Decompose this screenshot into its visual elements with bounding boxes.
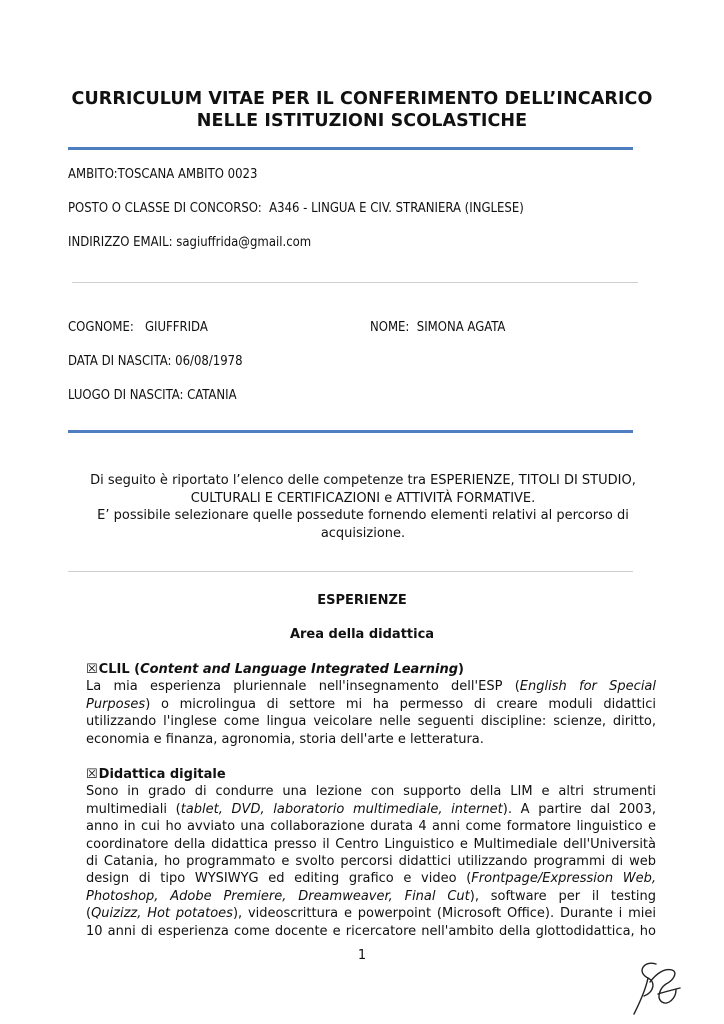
didattica-line-2	[86, 801, 656, 818]
didattica-title: Didattica digitale	[98, 767, 226, 782]
intro-line-2: CULTURALI E CERTIFICAZIONI e ATTIVITÀ FORMATIVE.	[190, 490, 536, 506]
didattica-line-7	[86, 888, 656, 905]
luogo-nascita-field: LUOGO DI NASCITA: CATANIA	[68, 388, 237, 403]
nome-field: NOME: SIMONA AGATA	[370, 320, 506, 335]
title-line-2: NELLE ISTITUZIONI SCOLASTICHE	[196, 111, 528, 131]
esperienze-heading: ESPERIENZE	[317, 593, 407, 608]
clil-l2b: ) o microlingua di settore mi ha permesso di creare moduli didattici	[145, 696, 656, 712]
clil-l1b: English for Special	[519, 679, 657, 695]
clil-heading	[86, 661, 656, 678]
didattica-line-4: coordinatore della didattica presso il Centro Linguistico e Multimediale dell'Università	[86, 836, 656, 852]
did-l6b: Frontpage/Expression Web,	[471, 871, 657, 887]
clil-checkbox[interactable]: ☒	[86, 662, 98, 677]
data-nascita-field: DATA DI NASCITA: 06/08/1978	[68, 354, 243, 369]
posto-line: POSTO O CLASSE DI CONCORSO: A346 - LINGUA E CIV. STRANIERA (INGLESE)	[68, 201, 524, 216]
clil-title-italic: Content and Language Integrated Learning	[140, 662, 459, 677]
document-title	[60, 88, 664, 132]
clil-line-2	[86, 696, 656, 713]
page-number: 1	[357, 948, 367, 963]
did-l2b: tablet, DVD, laboratorio multimediale, internet	[180, 801, 503, 817]
did-l8a: (	[86, 906, 92, 922]
area-didattica-heading: Area della didattica	[289, 627, 435, 642]
didattica-line-3: anno in cui ho avviato una collaborazione durata 4 anni come formatore linguistico e	[86, 819, 656, 835]
did-l2c: ). A partire dal 2003,	[502, 801, 656, 817]
did-l7b: ), software per il testing	[469, 888, 656, 904]
email-line: INDIRIZZO EMAIL: sagiuffrida@gmail.com	[68, 235, 312, 250]
title-line-1: CURRICULUM VITAE PER IL CONFERIMENTO DELL’INCARICO	[71, 89, 653, 109]
intro-paragraph	[80, 472, 646, 542]
did-l8c: ), videoscrittura e powerpoint (Microsoft Office). Durante i miei	[232, 906, 657, 922]
clil-l2a: Purposes	[86, 696, 146, 712]
blue-divider-bottom	[68, 430, 633, 433]
clil-section	[86, 661, 656, 748]
gray-divider-1	[72, 282, 638, 283]
intro-line-4: acquisizione.	[320, 525, 406, 541]
ambito-line: AMBITO:TOSCANA AMBITO 0023	[68, 167, 258, 182]
didattica-heading	[86, 766, 656, 783]
handwritten-signature	[626, 958, 682, 1018]
didattica-line-1: Sono in grado di condurre una lezione con supporto della LIM e altri strumenti	[86, 784, 656, 800]
did-l8b: Quizizz, Hot potatoes	[91, 906, 233, 922]
didattica-line-5: di Catania, ho programmato e svolto percorsi didattici utilizzando programmi di web	[86, 854, 656, 870]
clil-line-1	[86, 678, 656, 695]
didattica-line-9: 10 anni di esperienza come docente e ricercatore nell'ambito della glottodidattica, ho	[86, 923, 656, 939]
intro-line-3: E’ possibile selezionare quelle possedute fornendo elementi relativi al percorso di	[97, 508, 629, 523]
blue-divider-top	[68, 147, 633, 150]
didattica-checkbox[interactable]: ☒	[86, 767, 98, 782]
clil-l1a: La mia esperienza pluriennale nell'insegnamento dell'ESP (	[86, 679, 520, 695]
clil-line-3: utilizzando l'inglese come lingua veicolare nelle seguenti discipline: scienze, diritto,	[86, 714, 656, 730]
did-l7a: Photoshop, Adobe Premiere, Dreamweaver, Final Cut	[86, 888, 470, 904]
cognome-field: COGNOME: GIUFFRIDA	[68, 320, 208, 335]
clil-title-suffix: )	[458, 662, 464, 677]
didattica-line-6	[86, 870, 656, 887]
did-l2a: multimediali (	[86, 801, 181, 817]
did-l6a: design di tipo WYSIWYG ed editing grafico e video (	[86, 871, 472, 887]
didattica-line-8	[86, 905, 656, 922]
clil-title-prefix: CLIL (	[98, 662, 141, 677]
gray-divider-2	[68, 571, 633, 572]
clil-line-4: economia e finanza, agronomia, storia dell'arte e letteratura.	[86, 731, 484, 747]
didattica-section	[86, 766, 656, 940]
intro-line-1: Di seguito è riportato l’elenco delle competenze tra ESPERIENZE, TITOLI DI STUDIO,	[90, 473, 636, 488]
